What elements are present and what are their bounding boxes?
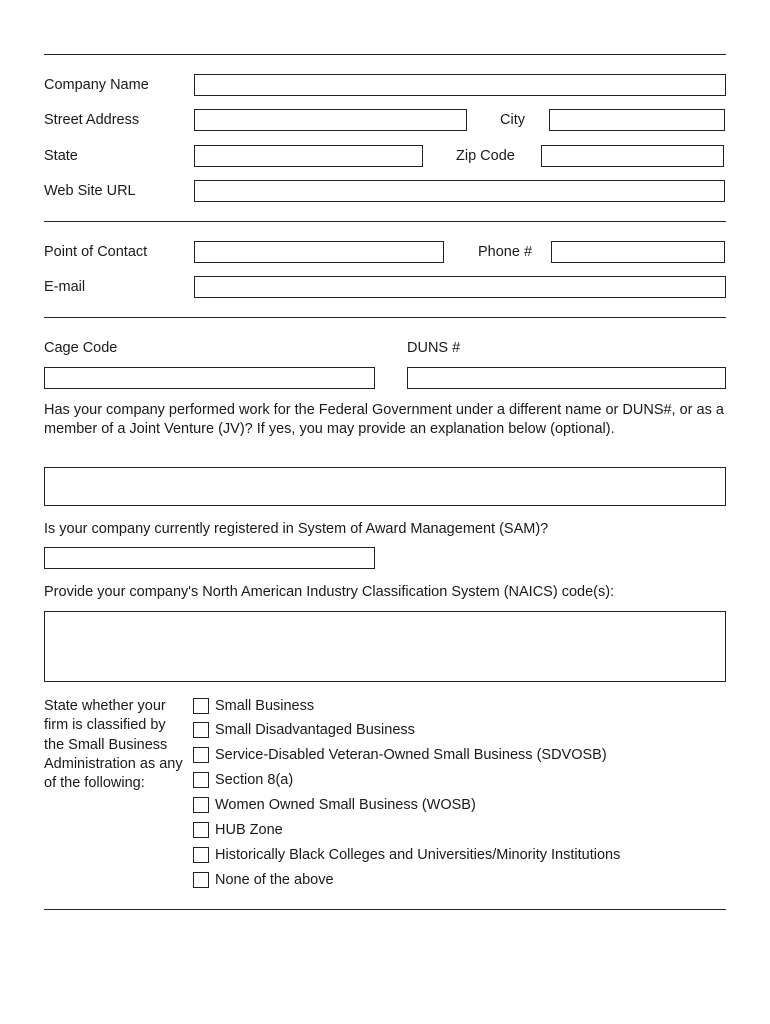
sam-question: Is your company currently registered in System of Award Management (SAM)? (44, 521, 549, 537)
cage-code-field[interactable] (44, 367, 375, 389)
option-label: Service-Disabled Veteran-Owned Small Business (SDVOSB) (215, 747, 607, 763)
bottom-divider (44, 909, 726, 910)
option-label: Small Business (215, 698, 315, 714)
phone-label: Phone # (478, 244, 533, 260)
web-site-url-label: Web Site URL (44, 183, 136, 199)
state-field[interactable] (194, 145, 423, 167)
city-field[interactable] (549, 109, 725, 131)
option-label: HUB Zone (215, 822, 283, 838)
email-label: E-mail (44, 279, 86, 295)
naics-codes-field[interactable] (44, 611, 726, 682)
street-address-field[interactable] (194, 109, 467, 131)
duns-label: DUNS # (407, 340, 461, 356)
option-label: Small Disadvantaged Business (215, 722, 415, 738)
point-of-contact-field[interactable] (194, 241, 444, 263)
hbcu-mi-checkbox[interactable] (193, 847, 209, 863)
company-name-label: Company Name (44, 77, 149, 93)
federal-work-explanation-field[interactable] (44, 467, 726, 506)
option-label: Section 8(a) (215, 772, 294, 788)
option-none-of-the-above[interactable] (193, 871, 334, 889)
option-section-8a[interactable] (193, 771, 293, 789)
duns-field[interactable] (407, 367, 726, 389)
sba-classification-prompt: State whether your firm is classified by the Small Business Administration as any of the following: (44, 698, 183, 792)
sdvosb-checkbox[interactable] (193, 747, 209, 763)
sam-registration-field[interactable] (44, 547, 375, 569)
option-small-business[interactable] (193, 697, 314, 715)
section-divider-2 (44, 317, 726, 318)
street-address-label: Street Address (44, 112, 140, 128)
zip-code-label: Zip Code (456, 148, 515, 164)
option-hub-zone[interactable] (193, 821, 283, 839)
small-business-checkbox[interactable] (193, 698, 209, 714)
company-name-field[interactable] (194, 74, 726, 96)
none-of-the-above-checkbox[interactable] (193, 872, 209, 888)
state-label: State (44, 148, 78, 164)
option-small-disadvantaged-business[interactable] (193, 721, 415, 739)
top-divider (44, 54, 726, 55)
section-8a-checkbox[interactable] (193, 772, 209, 788)
web-site-url-field[interactable] (194, 180, 725, 202)
small-disadvantaged-business-checkbox[interactable] (193, 722, 209, 738)
phone-field[interactable] (551, 241, 725, 263)
email-field[interactable] (194, 276, 726, 298)
option-label: None of the above (215, 872, 334, 888)
cage-code-label: Cage Code (44, 340, 118, 356)
point-of-contact-label: Point of Contact (44, 244, 148, 260)
option-sdvosb[interactable] (193, 746, 607, 764)
option-label: Historically Black Colleges and Universities/Minority Institutions (215, 847, 621, 863)
option-label: Women Owned Small Business (WOSB) (215, 797, 476, 813)
section-divider-1 (44, 221, 726, 222)
city-label: City (500, 112, 525, 128)
hub-zone-checkbox[interactable] (193, 822, 209, 838)
federal-work-question: Has your company performed work for the Federal Government under a different name or DUNS#, or as a member of a Joint Venture (JV)? If yes, you may provide an explanation below (optional). (44, 402, 724, 437)
option-hbcu-mi[interactable] (193, 846, 620, 864)
zip-code-field[interactable] (541, 145, 724, 167)
option-wosb[interactable] (193, 796, 476, 814)
wosb-checkbox[interactable] (193, 797, 209, 813)
naics-question: Provide your company's North American Industry Classification System (NAICS) code(s): (44, 584, 615, 600)
